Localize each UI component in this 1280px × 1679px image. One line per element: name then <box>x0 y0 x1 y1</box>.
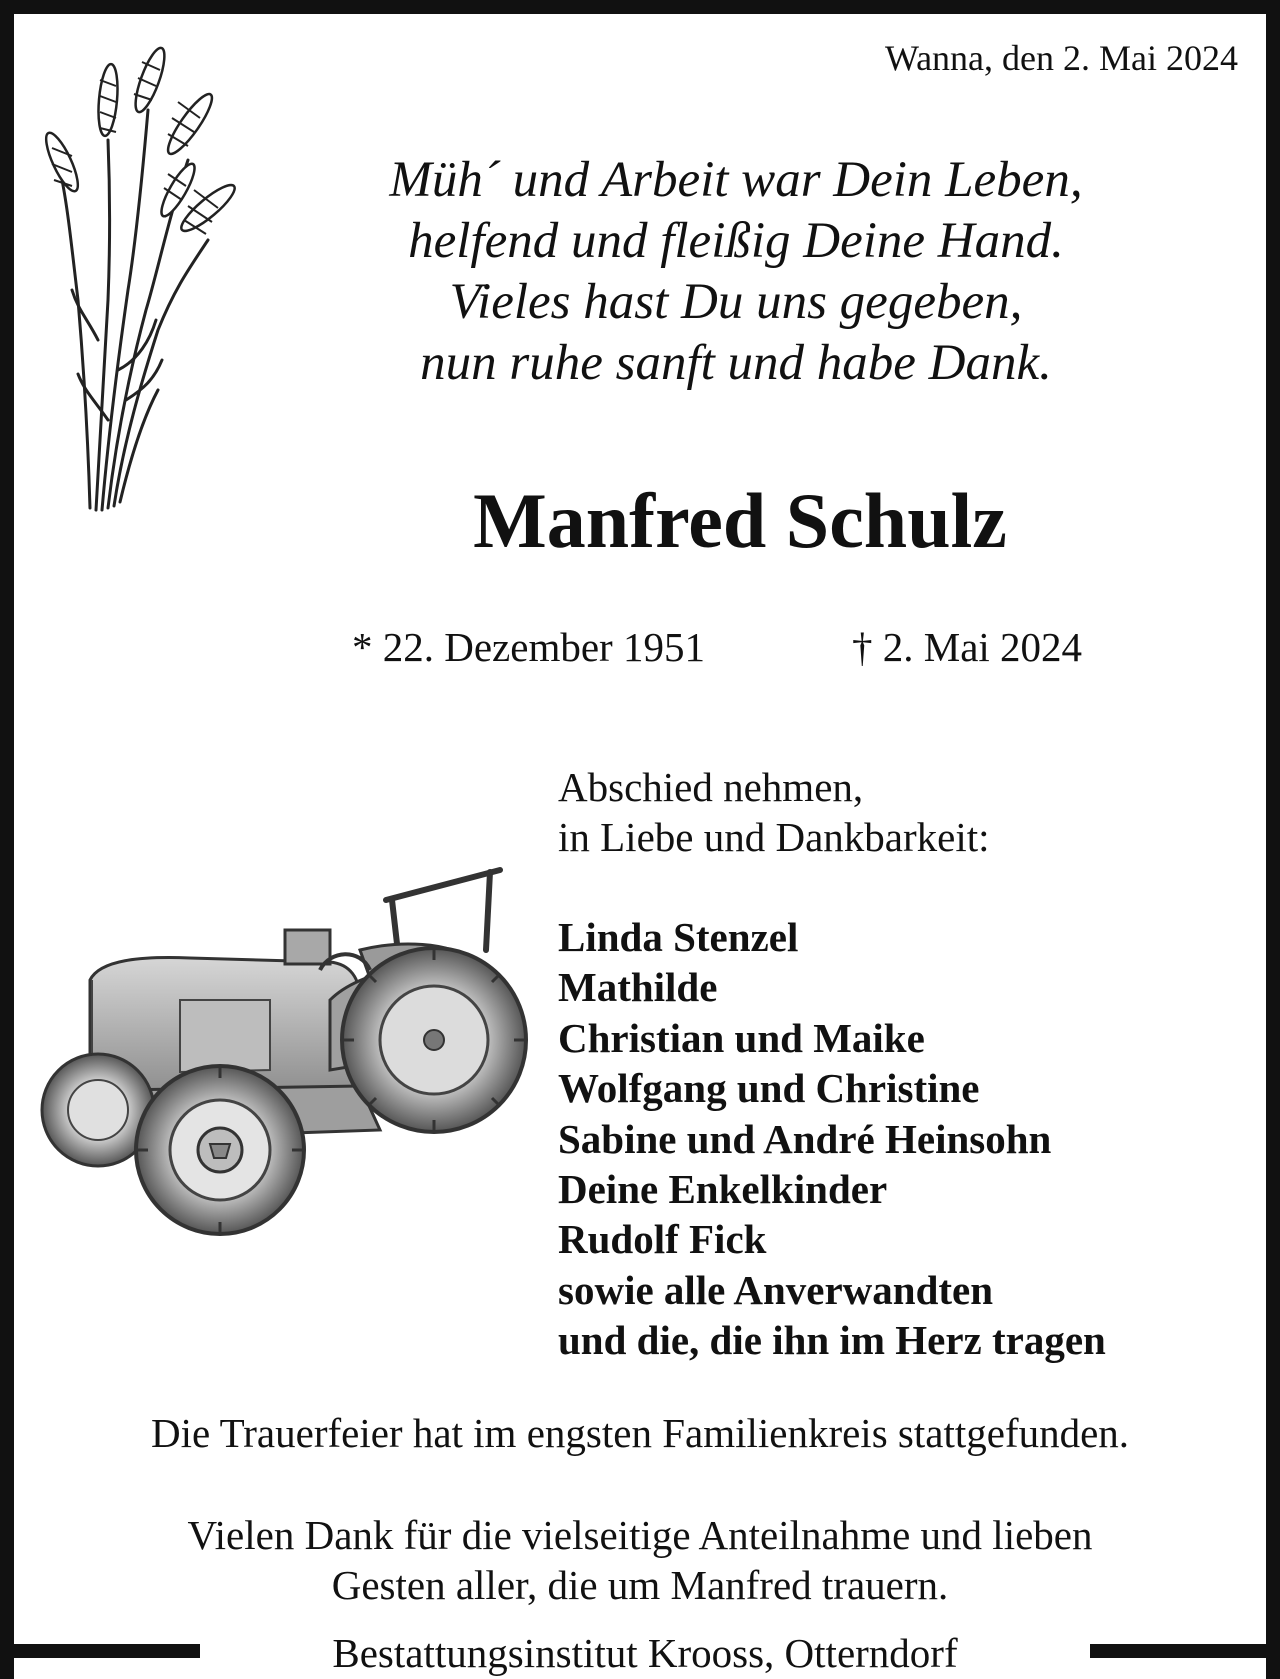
funeral-home: Bestattungsinstitut Krooss, Otterndorf <box>332 1630 958 1676</box>
mourner: Christian und Maike <box>558 1014 925 1061</box>
poem-line: Müh´ und Arbeit war Dein Leben, <box>389 152 1083 208</box>
farewell-line: in Liebe und Dankbarkeit: <box>558 814 990 860</box>
mourner: Linda Stenzel <box>558 914 799 960</box>
poem-line: Vieles hast Du uns gegeben, <box>449 274 1023 330</box>
poem <box>236 150 1236 394</box>
bottom-rule-left <box>0 1644 200 1658</box>
farewell-line: Abschied nehmen, <box>558 764 864 810</box>
wheat-icon <box>38 40 238 515</box>
birth-date: * 22. Dezember 1951 <box>352 624 705 670</box>
thanks-line: Gesten aller, die um Manfred trauern. <box>331 1562 949 1608</box>
mourner: Sabine und André Heinsohn <box>558 1115 1052 1162</box>
service-note: Die Trauerfeier hat im engsten Familienkreis stattgefunden. <box>150 1410 1130 1456</box>
poem-line: nun ruhe sanft und habe Dank. <box>420 335 1052 391</box>
bottom-rule-right <box>1090 1644 1280 1658</box>
mourner: sowie alle Anverwandten <box>558 1266 994 1313</box>
tractor-icon <box>30 860 550 1260</box>
mourners-list <box>558 912 1106 1366</box>
mourner: und die, die ihn im Herz tragen <box>558 1317 1106 1364</box>
farewell-text <box>558 762 990 862</box>
thanks-text <box>30 1510 1250 1610</box>
mourner: Wolfgang und Christine <box>558 1065 980 1112</box>
mourner: Mathilde <box>558 964 718 1011</box>
poem-line: helfend und fleißig Deine Hand. <box>408 213 1064 269</box>
mourner: Rudolf Fick <box>558 1216 767 1263</box>
death-date: † 2. Mai 2024 <box>852 624 1083 670</box>
deceased-name: Manfred Schulz <box>473 477 1007 564</box>
place-date: Wanna, den 2. Mai 2024 <box>884 38 1238 78</box>
thanks-line: Vielen Dank für die vielseitige Anteilnahme und lieben <box>187 1512 1093 1558</box>
mourner: Deine Enkelkinder <box>558 1166 888 1213</box>
